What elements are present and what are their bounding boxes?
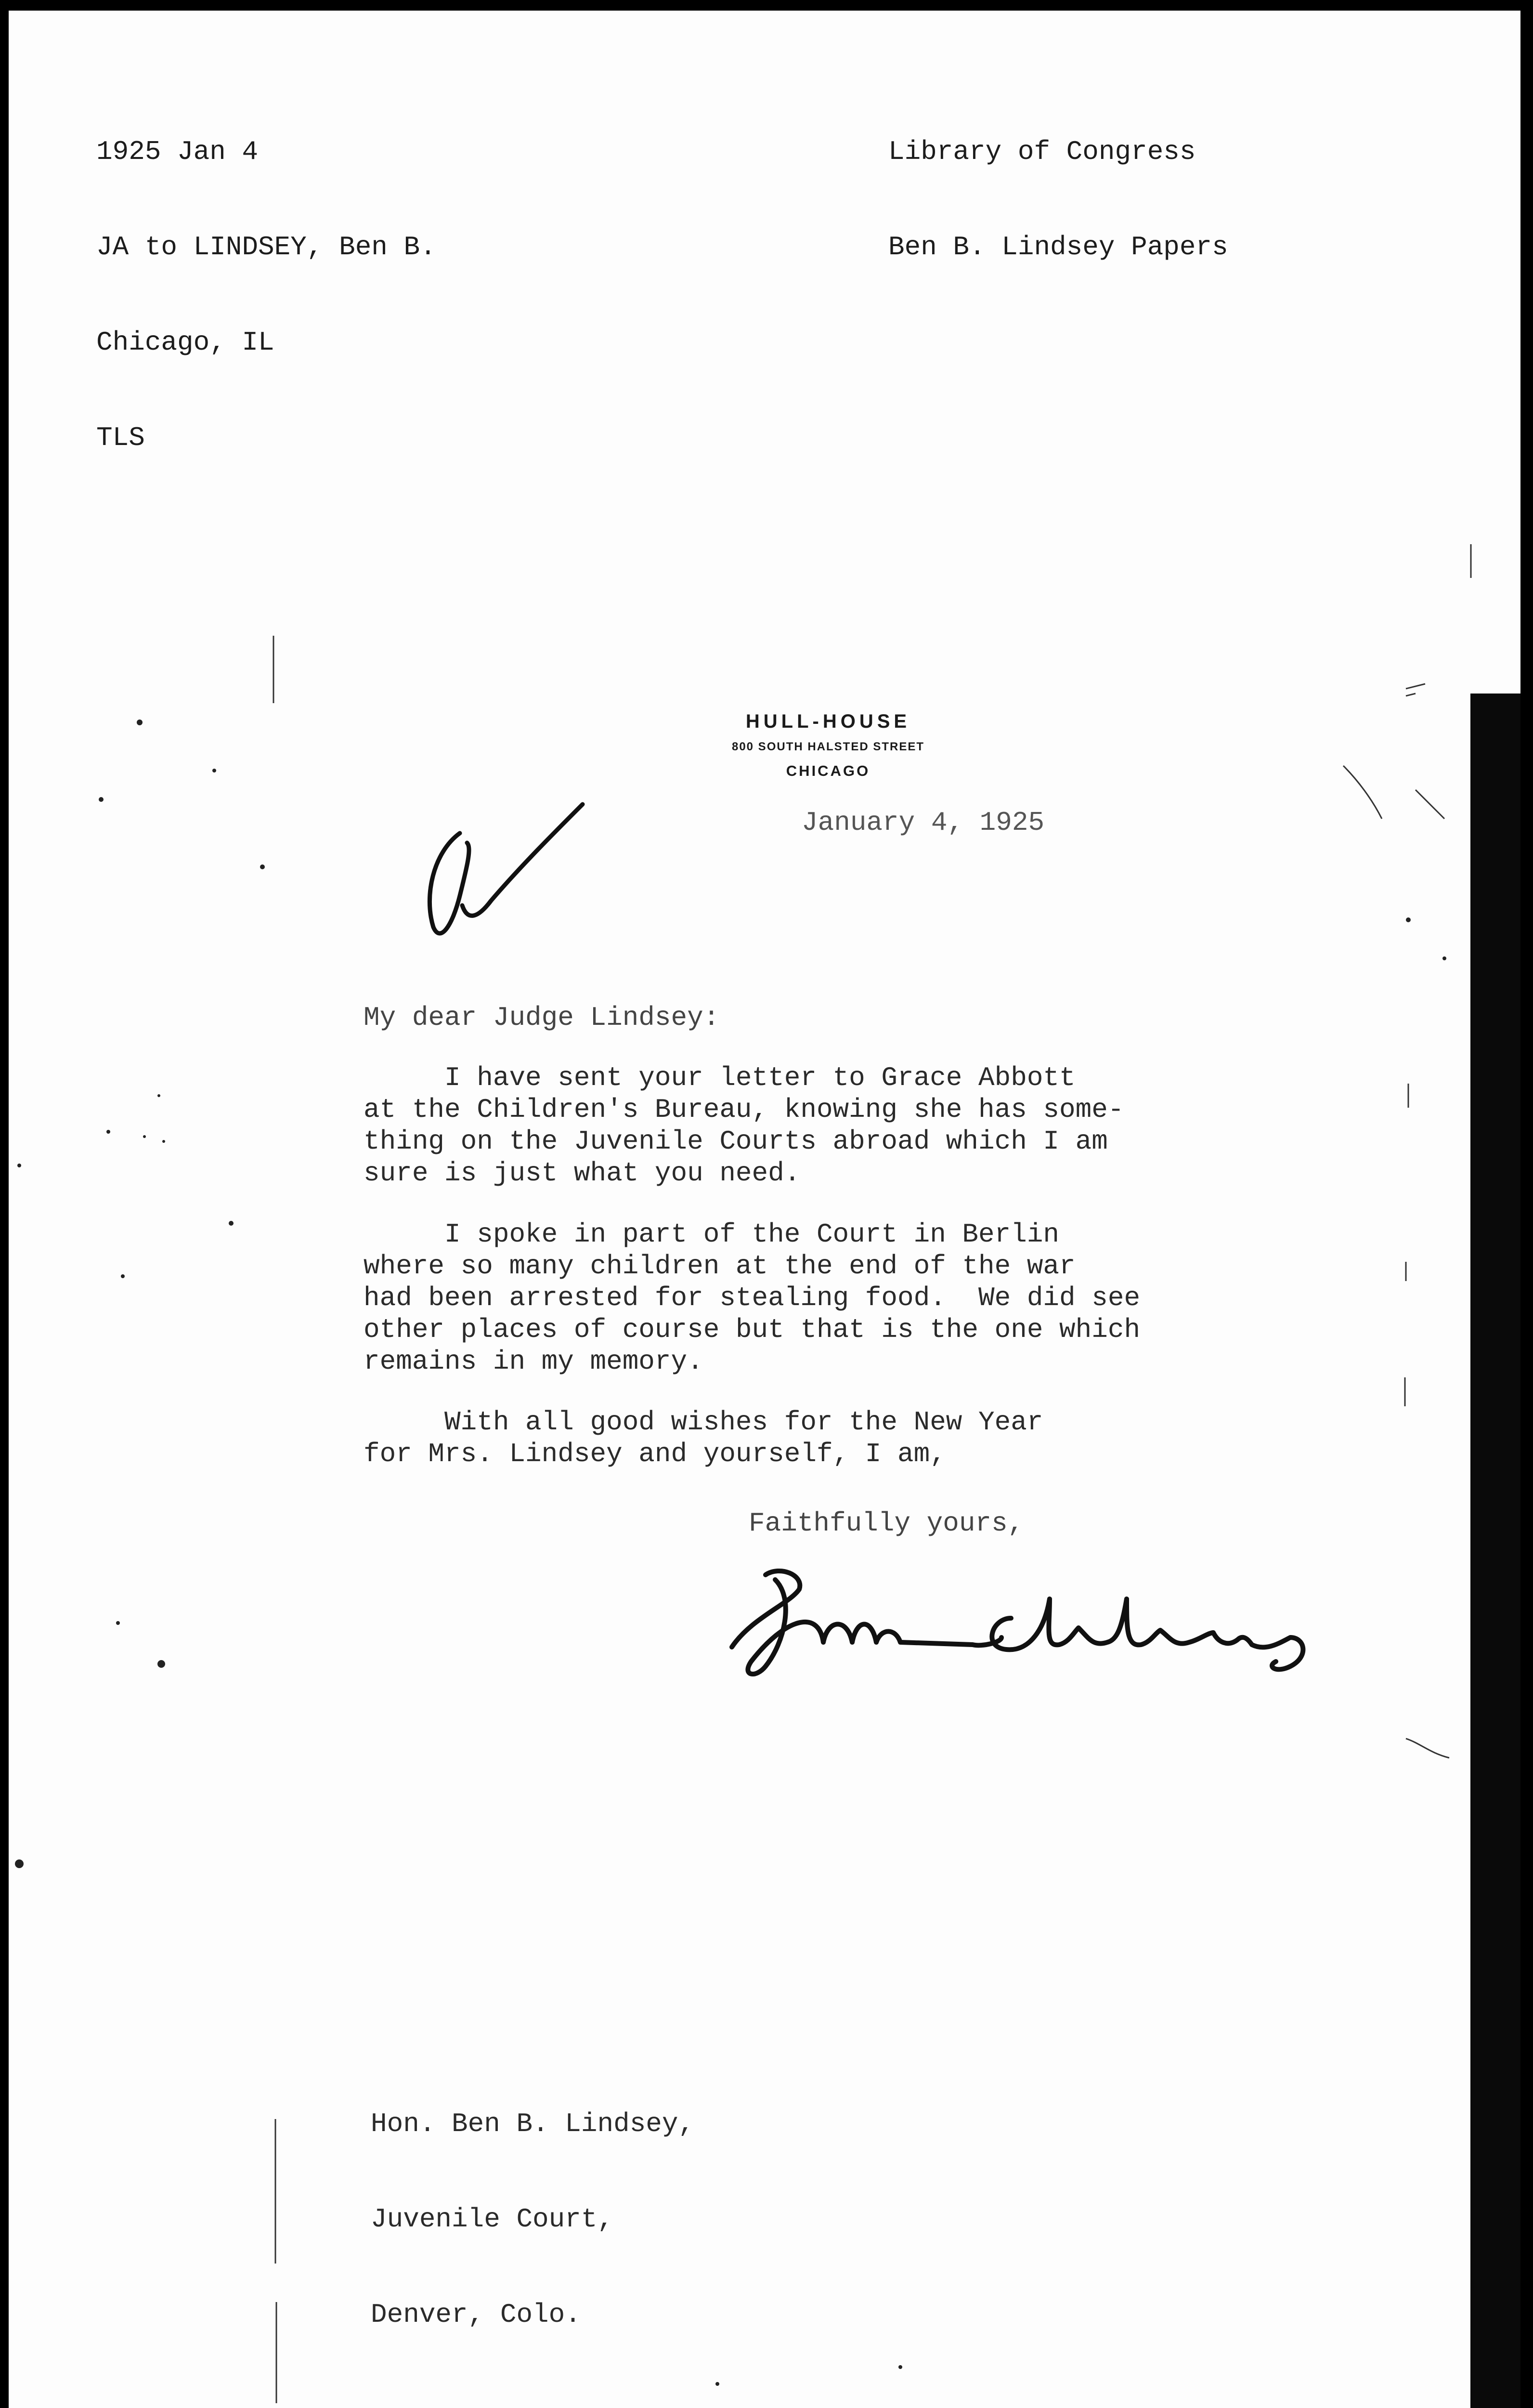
archive-collection: Ben B. Lindsey Papers [888, 232, 1228, 262]
body-line: remains in my memory. [364, 1346, 703, 1377]
catalog-date: 1925 Jan 4 [96, 136, 259, 167]
body-line: I spoke in part of the Court in Berlin [364, 1219, 1060, 1250]
archive-library: Library of Congress [888, 136, 1196, 167]
salutation: My dear Judge Lindsey: [364, 1002, 720, 1033]
body-line: I have sent your letter to Grace Abbott [364, 1062, 1076, 1093]
body-line: had been arrested for stealing food. We did see [364, 1283, 1141, 1313]
body-line: sure is just what you need. [364, 1158, 801, 1189]
body-line: at the Children's Bureau, knowing she has some- [364, 1094, 1124, 1125]
catalog-correspondents: JA to LINDSEY, Ben B. [96, 232, 436, 262]
closing: Faithfully yours, [749, 1508, 1024, 1539]
addressee-name: Hon. Ben B. Lindsey, [371, 2108, 695, 2139]
addressee-office: Juvenile Court, [371, 2204, 614, 2235]
body-line: other places of course but that is the one which [364, 1314, 1141, 1345]
body-line: where so many children at the end of the war [364, 1251, 1076, 1282]
body-line: With all good wishes for the New Year [364, 1407, 1043, 1438]
letterhead-city: CHICAGO [786, 762, 870, 779]
addressee-city: Denver, Colo. [371, 2299, 581, 2330]
catalog-place: Chicago, IL [96, 327, 274, 358]
letter-date: January 4, 1925 [802, 807, 1045, 838]
catalog-type: TLS [96, 422, 145, 453]
body-line: thing on the Juvenile Courts abroad which I am [364, 1126, 1108, 1157]
body-line: for Mrs. Lindsey and yourself, I am, [364, 1439, 946, 1469]
letterhead-name: HULL-HOUSE [745, 711, 911, 732]
letterhead-street: 800 SOUTH HALSTED STREET [731, 740, 925, 753]
